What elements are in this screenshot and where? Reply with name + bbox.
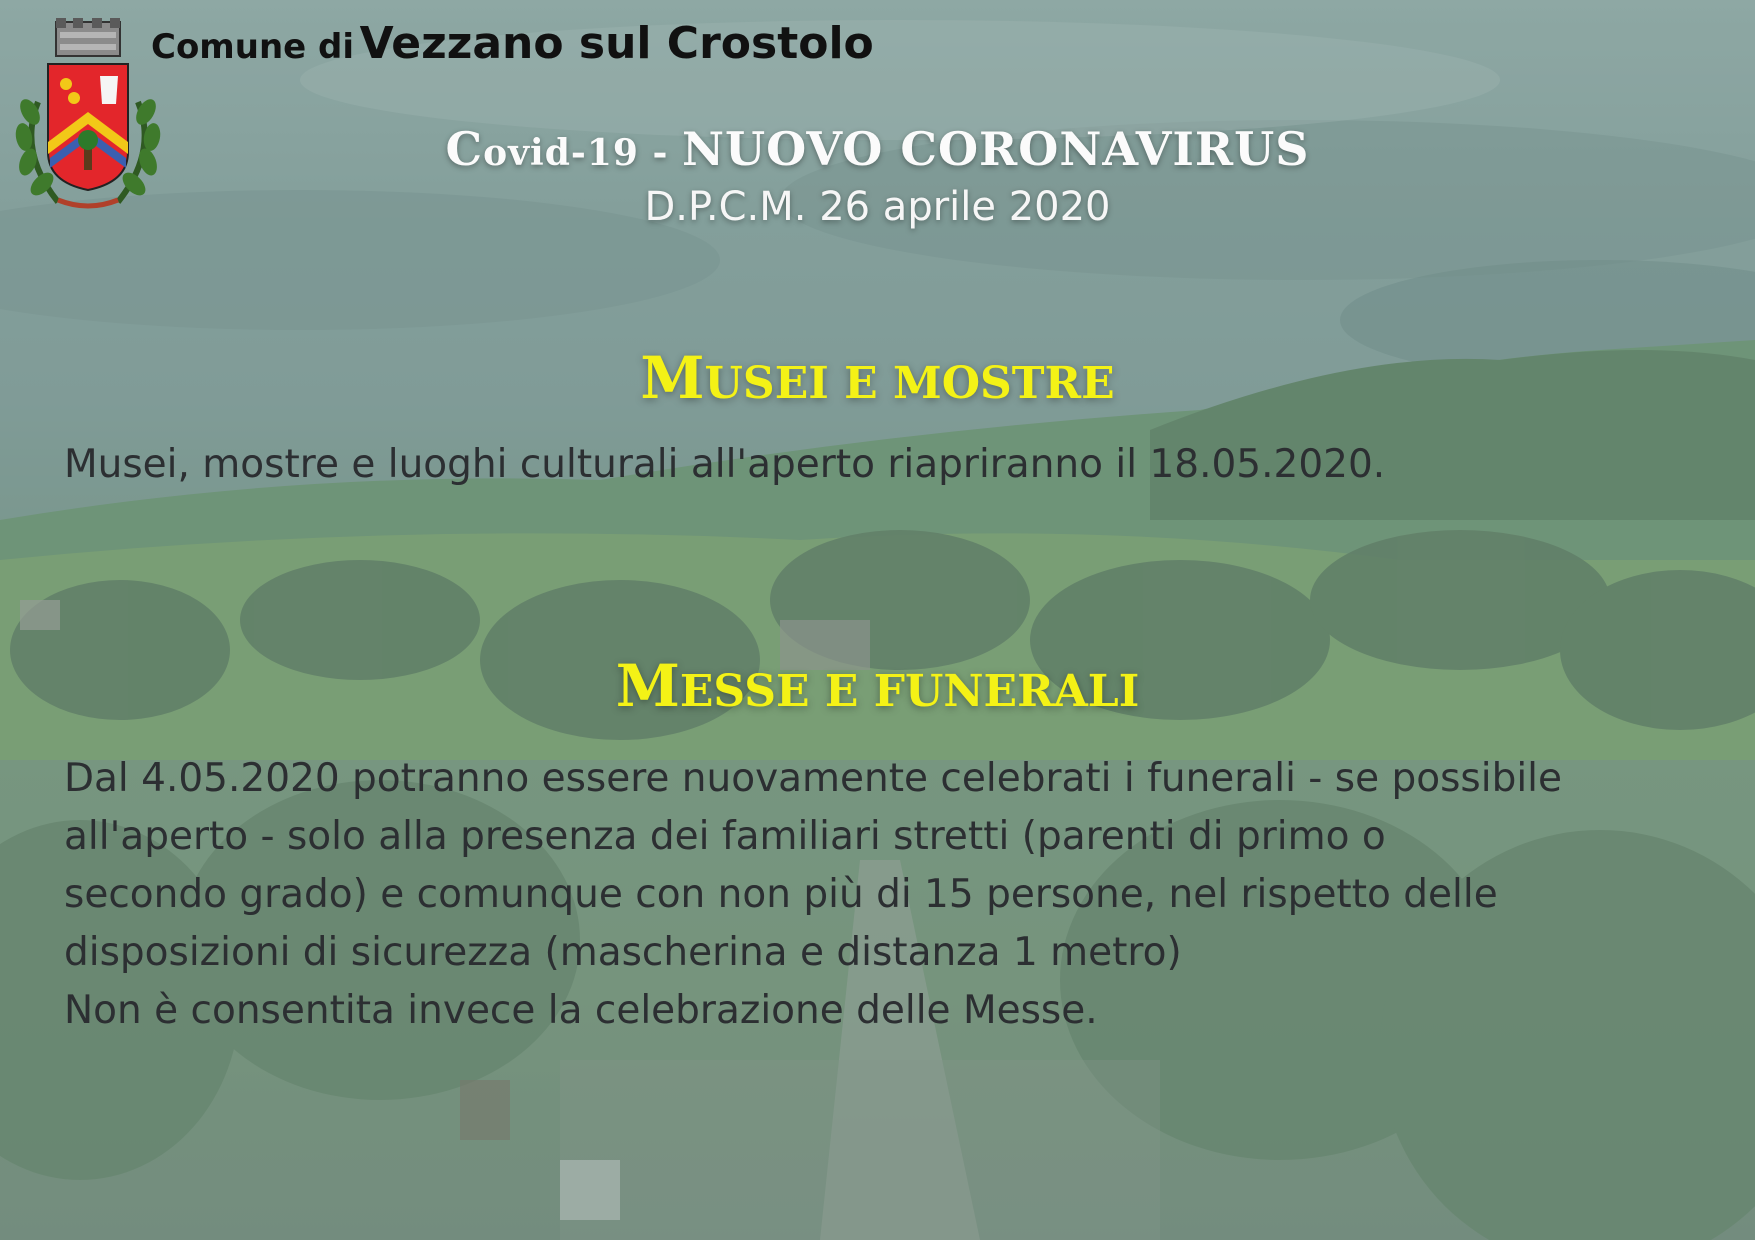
paragraph-line: all'aperto - solo alla presenza dei familiari stretti (parenti di primo o bbox=[64, 814, 1386, 859]
title-covid: ovid-19 bbox=[483, 132, 639, 174]
heading-initial: M bbox=[615, 652, 680, 720]
municipality-name bbox=[151, 18, 874, 69]
municipality-prefix: Comune di bbox=[151, 27, 355, 67]
paragraph-line: disposizioni di sicurezza (mascherina e distanza 1 metro) bbox=[64, 930, 1182, 975]
page-subtitle: D.P.C.M. 26 aprile 2020 bbox=[644, 184, 1111, 230]
title-separator: - bbox=[638, 132, 682, 174]
title-initial: C bbox=[445, 122, 484, 176]
section-paragraph-messe bbox=[64, 750, 1704, 1040]
municipality-title: Vezzano sul Crostolo bbox=[359, 18, 874, 69]
page-title bbox=[0, 122, 1755, 176]
section-heading-messe bbox=[0, 652, 1755, 720]
paragraph-line: Musei, mostre e luoghi culturali all'aperto riapriranno il 18.05.2020. bbox=[64, 442, 1386, 487]
paragraph-line: Dal 4.05.2020 potranno essere nuovamente celebrati i funerali - se possibile bbox=[64, 756, 1562, 801]
section-heading-musei bbox=[0, 344, 1755, 412]
paragraph-line: secondo grado) e comunque con non più di 15 persone, nel rispetto delle bbox=[64, 872, 1498, 917]
heading-rest: USEI E MOSTRE bbox=[704, 358, 1115, 409]
paragraph-line: Non è consentita invece la celebrazione delle Messe. bbox=[64, 988, 1098, 1033]
section-paragraph-musei bbox=[64, 436, 1704, 494]
heading-rest: ESSE E FUNERALI bbox=[679, 666, 1140, 717]
heading-initial: M bbox=[640, 344, 705, 412]
title-coronavirus: NUOVO CORONAVIRUS bbox=[681, 122, 1310, 176]
